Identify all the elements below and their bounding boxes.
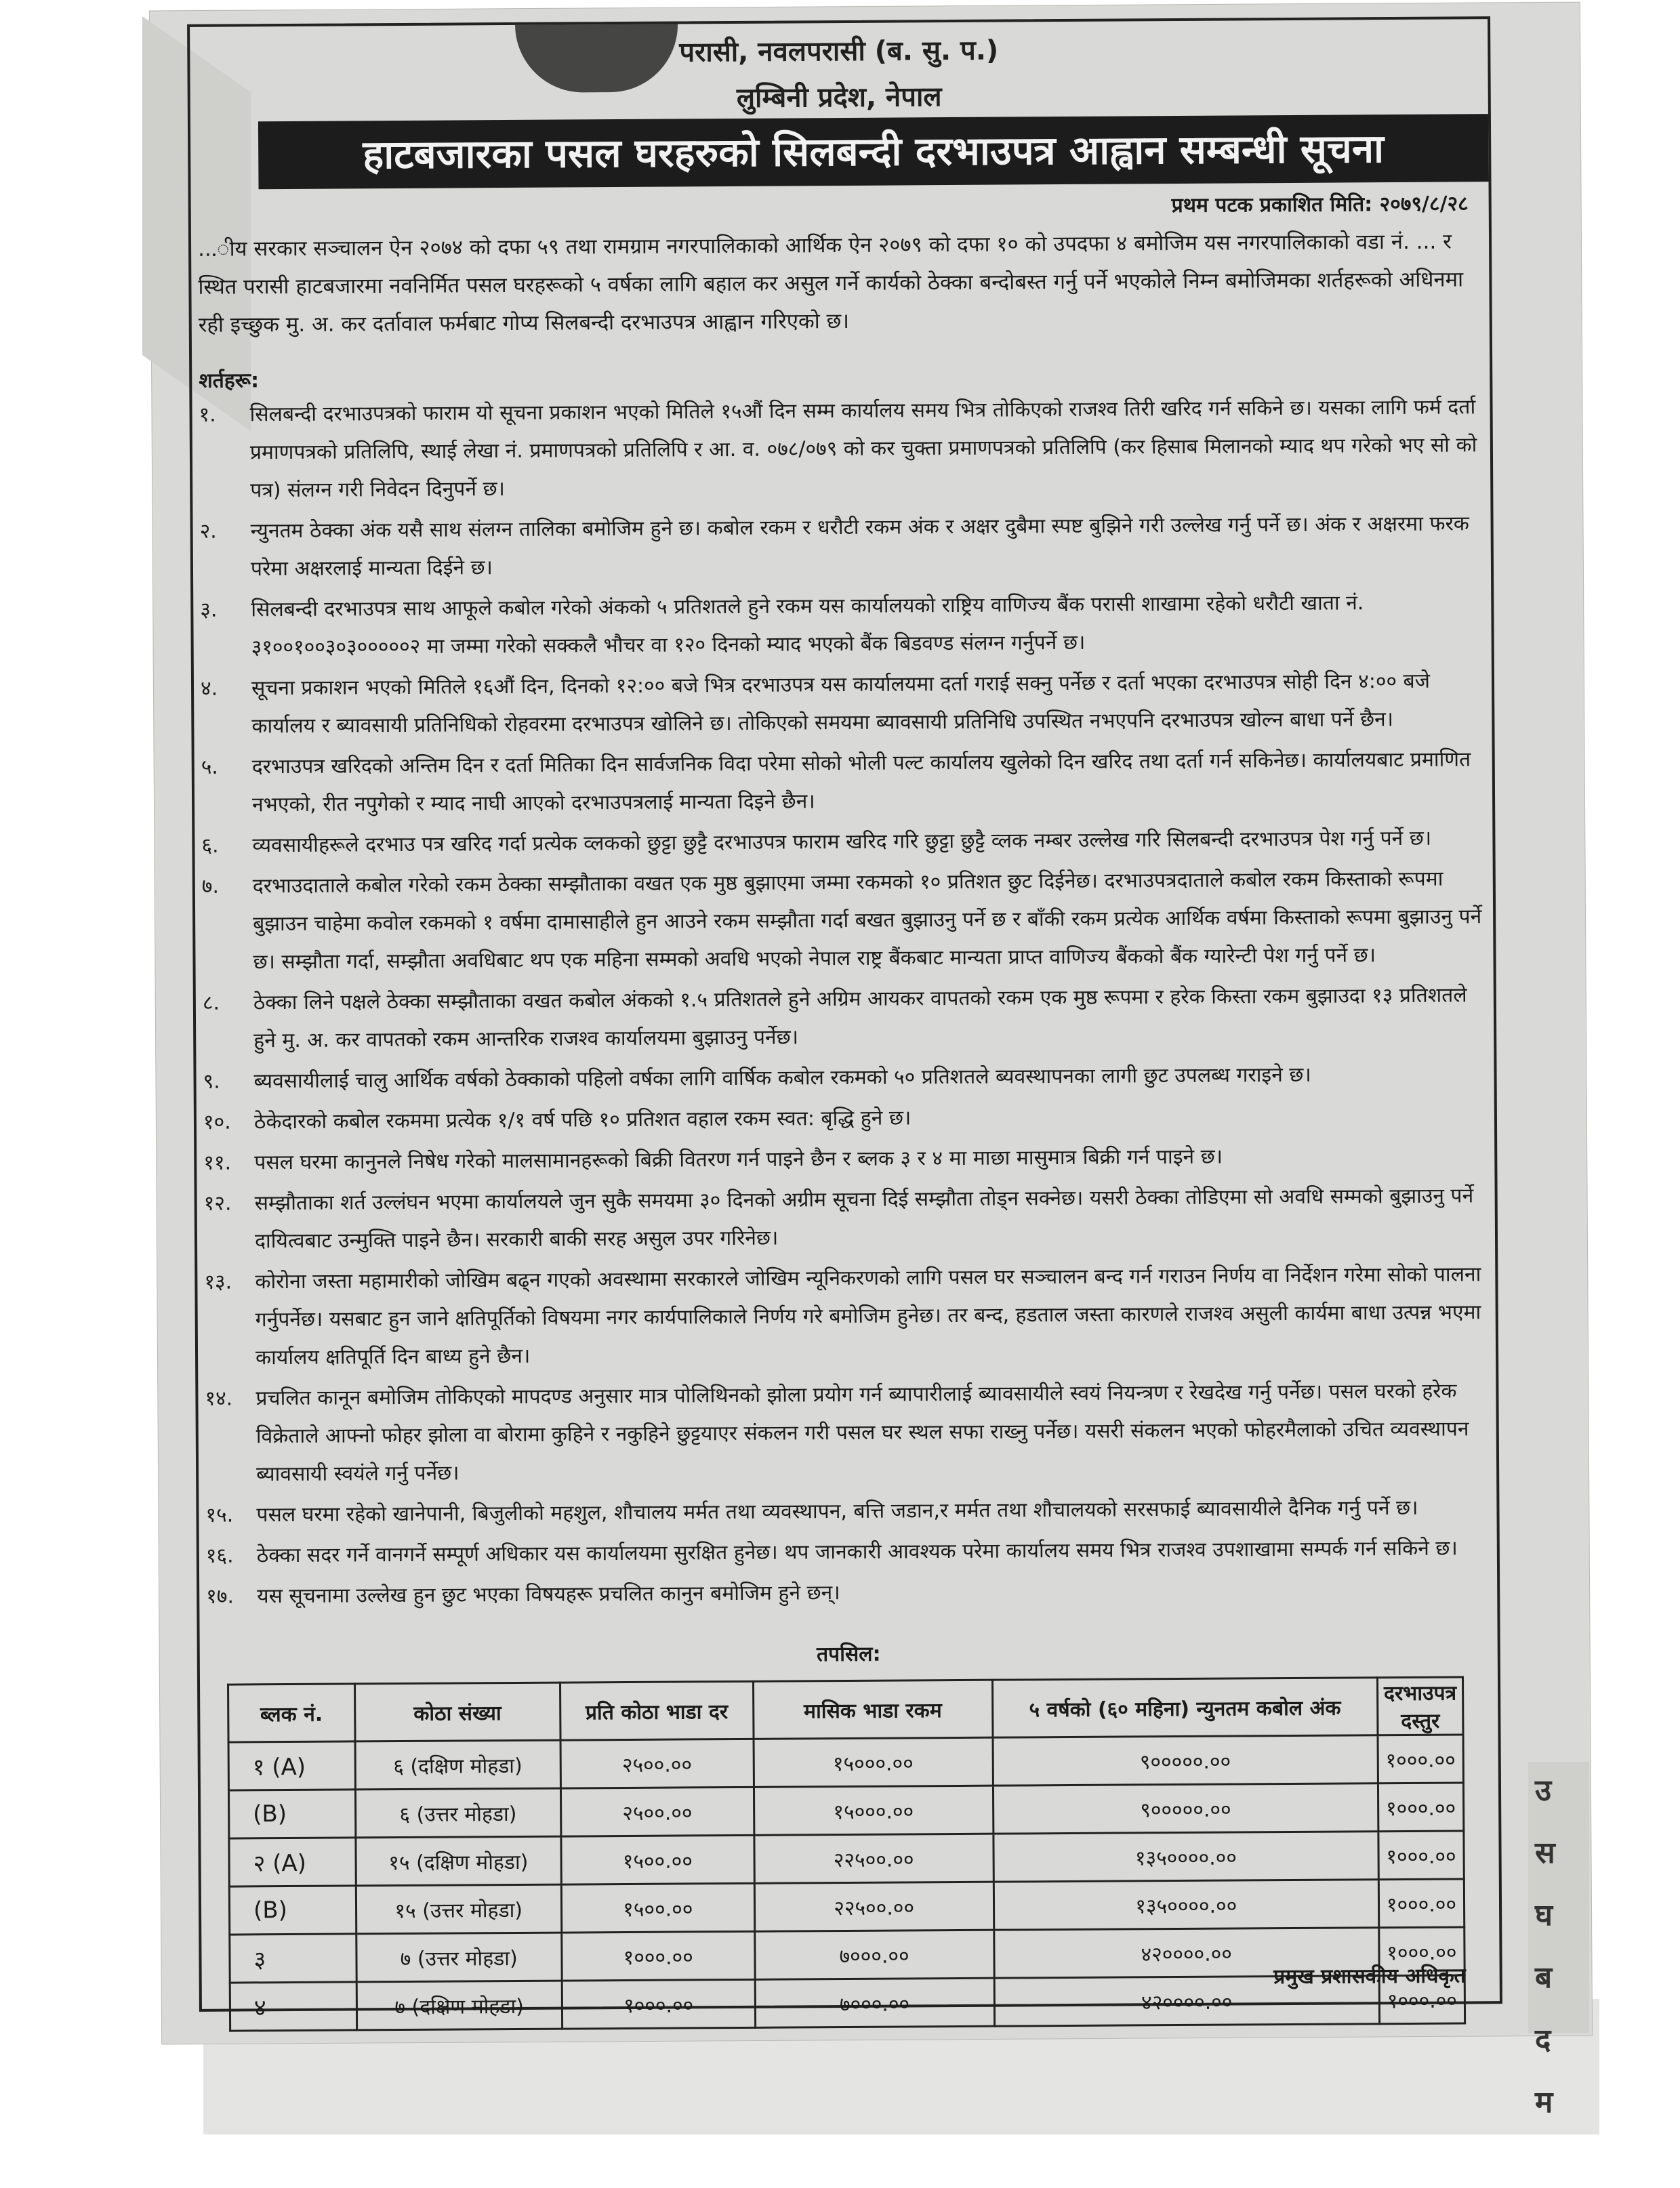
- condition-item: [205, 1489, 1486, 1535]
- table-cell: २२५००.००: [754, 1834, 993, 1883]
- table-cell: १५ (दक्षिण मोहडा): [355, 1836, 561, 1886]
- condition-text: ठेक्का लिने पक्षले ठेक्का सम्झौताका वखत कबोल अंकको १.५ प्रतिशतले हुने अग्रिम आयकर वापतको रकम एक मुष्ठ रूपमा र हरेक किस्ता रकम बुझाउदा १३ प्रतिशतले हुने मु. अ. कर वापतको रकम आन्तरिक राजश्व कार्यालयमा बुझाउनु पर्नेछ।: [253, 983, 1467, 1053]
- province-line: लुम्बिनी प्रदेश, नेपाल: [736, 81, 942, 114]
- edge-glyph: म: [1535, 2085, 1553, 2120]
- column-header: प्रति कोठा भाडा दर: [560, 1681, 753, 1740]
- table-cell: ७ (उत्तर मोहडा): [356, 1933, 562, 1982]
- condition-item: [201, 819, 1482, 865]
- notice-title-banner: हाटबजारका पसल घरहरुको सिलबन्दी दरभाउपत्र आह्वान सम्बन्धी सूचना: [258, 114, 1489, 189]
- condition-number: ४.: [200, 676, 218, 701]
- table-header-row: [228, 1677, 1463, 1742]
- schedule-title: तपसिल:: [816, 1642, 881, 1667]
- condition-text: पसल घरमा कानुनले निषेध गरेको मालसामानहरूको बिक्री वितरण गर्न पाइने छैन र ब्लक ३ र ४ मा माछा मासुमात्र बिक्री गर्न पाइने छ।: [254, 1144, 1223, 1175]
- table-cell: १०००.००: [1379, 1927, 1465, 1976]
- condition-number: १७.: [206, 1584, 234, 1609]
- condition-text: दरभाउपत्र खरिदको अन्तिम दिन र दर्ता मितिका दिन सार्वजनिक विदा परेमा सोको भोली पल्ट कार्यालय खुलेको दिन खरिद तथा दर्ता गर्न सकिनेछ। कार्यालयबाट प्रमाणित नभएको, रीत नपुगेको र म्याद नाघी आएको दरभाउपत्रलाई मान्यता दिइने छैन।: [251, 747, 1471, 817]
- table-row: [229, 1879, 1464, 1935]
- condition-number: ६.: [201, 833, 219, 858]
- table-cell: ४: [230, 1982, 356, 2031]
- condition-text: सम्झौताका शर्त उल्लंघन भएमा कार्यालयले जुन सुकै समयमा ३० दिनको अग्रीम सूचना दिई सम्झौता तोड्न सक्नेछ। यसरी ठेक्का तोडिएमा सो अवधि सम्मको बुझाउनु पर्ने दायित्वबाट उन्मुक्ति पाइने छैन। सरकारी बाकी सरह असुल उपर गरिनेछ।: [254, 1184, 1474, 1254]
- column-header: दरभाउपत्र दस्तुर: [1377, 1677, 1463, 1735]
- table-cell: १०००.००: [1378, 1879, 1464, 1928]
- edge-glyph: उ: [1535, 1773, 1552, 1808]
- condition-text: सिलबन्दी दरभाउपत्र साथ आफूले कबोल गरेको अंकको ५ प्रतिशतले हुने रकम यस कार्यालयको राष्ट्रिय वाणिज्य बैंक परासी शाखामा रहेको धरौटी खाता नं. ३१००१००३०३०००००२ मा जम्मा गरेको सक्कलै भौचर वा १२० दिनको म्याद भएको बैंक बिडवण्ड संलग्न गर्नुपर्ने छ।: [251, 591, 1364, 660]
- condition-number: १३.: [204, 1270, 232, 1294]
- table-cell: (B): [228, 1790, 355, 1838]
- table-cell: १०००.००: [1378, 1783, 1464, 1832]
- condition-item: [203, 1055, 1483, 1101]
- table-cell: १५०००.००: [754, 1737, 993, 1787]
- condition-number: १२.: [203, 1191, 232, 1216]
- table-cell: ४२००००.००: [994, 1976, 1380, 2026]
- condition-number: १.: [199, 402, 216, 427]
- column-header: ५ वर्षको (६० महिना) न्युनतम कबोल अंक: [992, 1678, 1378, 1737]
- table-cell: १५ (उत्तर मोहडा): [356, 1884, 562, 1934]
- table-cell: ३: [230, 1934, 356, 1983]
- condition-number: ७.: [201, 874, 220, 899]
- table-cell: ७०००.००: [754, 1930, 994, 1979]
- table-cell: (B): [229, 1886, 356, 1935]
- table-cell: २२५००.००: [754, 1882, 994, 1931]
- condition-number: १०.: [203, 1110, 231, 1134]
- column-header: मासिक भाडा रकम: [753, 1680, 993, 1739]
- table-cell: ६ (दक्षिण मोहडा): [355, 1740, 561, 1790]
- condition-number: ९.: [203, 1069, 220, 1094]
- condition-text: ठेकेदारको कबोल रकममा प्रत्येक १/१ वर्ष पछि १० प्रतिशत वहाल रकम स्वत: बृद्धि हुने छ।: [253, 1106, 911, 1134]
- table-cell: ९०००००.००: [993, 1735, 1378, 1786]
- table-row: [229, 1831, 1464, 1886]
- table-cell: २५००.००: [560, 1739, 754, 1788]
- condition-number: ५.: [201, 755, 219, 779]
- condition-item: [206, 1529, 1487, 1575]
- table-cell: १०००.००: [1379, 1975, 1465, 2024]
- condition-number: १६.: [205, 1544, 234, 1568]
- adjacent-column-edge: [1528, 1762, 1589, 2120]
- condition-text: प्रचलित कानून बमोजिम तोकिएको मापदण्ड अनुसार मात्र पोलिथिनको झोला प्रयोग गर्न ब्यापारीलाई ब्यावसायीले स्वयं नियन्त्रण र रेखदेख गर्नु पर्नेछ। पसल घरको हरेक विक्रेताले आफ्नो फोहर झोला वा बोरामा कुहिने र नकुहिने छुट्टयाएर संकलन गरी पसल घर स्थल सफा राख्नु पर्नेछ। यसरी संकलन भएको फोहरमैलाको उचित व्यवस्थापन ब्यावसायी स्वयंले गर्नु पर्नेछ।: [255, 1379, 1469, 1487]
- condition-item: [201, 662, 1482, 746]
- table-cell: १३५००००.००: [993, 1880, 1379, 1930]
- table-cell: १५०००.००: [754, 1786, 993, 1835]
- condition-number: ८.: [202, 991, 220, 1015]
- table-cell: १५००.००: [561, 1835, 754, 1884]
- condition-item: [203, 1136, 1484, 1182]
- table-cell: ४२००००.००: [993, 1928, 1379, 1978]
- condition-item: [201, 741, 1483, 825]
- condition-text: यस सूचनामा उल्लेख हुन छुट भएका विषयहरू प्रचलित कानुन बमोजिम हुने छन्।: [257, 1581, 840, 1609]
- condition-number: ३.: [200, 598, 218, 622]
- table-row: [228, 1735, 1463, 1790]
- condition-text: न्युनतम ठेक्का अंक यसै साथ संलग्न तालिका बमोजिम हुने छ। कबोल रकम र धरौटी रकम अंक र अक्षर दुबैमा स्पष्ट बुझिने गरी उल्लेख गर्नु पर्ने छ। अंक र अक्षरमा फरक परेमा अक्षरलाई मान्यता दिईने छ।: [250, 512, 1470, 581]
- edge-glyph: स: [1535, 1836, 1555, 1870]
- column-header: कोठा संख्या: [354, 1683, 560, 1741]
- edge-glyph: ब: [1535, 1960, 1553, 1995]
- condition-item: [204, 1177, 1486, 1261]
- condition-item: [202, 860, 1483, 982]
- condition-item: [199, 505, 1481, 589]
- condition-text: सिलबन्दी दरभाउपत्रको फाराम यो सूचना प्रकाशन भएको मितिले १५औं दिन सम्म कार्यालय समय भित्र तोकिएको राजश्व तिरी खरिद गर्न सकिने छ। यसका लागि फर्म दर्ता प्रमाणपत्रको प्रतिलिपि, स्थाई लेखा नं. प्रमाणपत्रको प्रतिलिपि र आ. व. ०७८/०७९ को कर चुक्ता प्रमाणपत्रको प्रतिलिपि (कर हिसाब मिलानको म्याद थप गरेको भए सो को पत्र) संलग्न गरी निवेदन दिनुपर्ने छ।: [249, 395, 1477, 503]
- condition-item: [203, 1096, 1484, 1142]
- table-cell: ७०००.००: [755, 1978, 995, 2027]
- condition-text: दरभाउदाताले कबोल गरेको रकम ठेक्का सम्झौताका वखत एक मुष्ठ बुझाएमा जम्मा रकमको १० प्रतिशत छुट दिईनेछ। दरभाउपत्रदाताले कबोल रकम किस्ताको रूपमा बुझाउन चाहेमा कवोल रकमको १ वर्षमा दामासाहीले हुन आउने रकम सम्झौता गर्दा बखत बुझाउनु पर्ने छ र बाँकी रकम प्रत्येक आर्थिक वर्षमा किस्ताको रूपमा बुझाउनु पर्ने छ। सम्झौता गर्दा, सम्झौता अवधिबाट थप एक महिना सम्मको अवधि भएको नेपाल राष्ट्र बैंकबाट मान्यता प्राप्त वाणिज्य बैंकको बैंक ग्यारेन्टी पेश गर्नु पर्ने छ।: [252, 867, 1482, 974]
- table-cell: १ (A): [228, 1741, 355, 1790]
- condition-number: १४.: [205, 1386, 233, 1411]
- intro-paragraph: ...ीय सरकार सञ्चालन ऐन २०७४ को दफा ५९ तथा रामग्राम नगरपालिकाको आर्थिक ऐन २०७९ को दफा १० को उपदफा ४ बमोजिम यस नगरपालिकाको वडा नं. ... र स्थित परासी हाटबजारमा नवनिर्मित पसल घरहरूको ५ वर्षका लागि बहाल कर असुल गर्ने कार्यको ठेक्का बन्दोबस्त गर्नु पर्ने भएकोले निम्न बमोजिमका शर्तहरूको अधिनमा रही इच्छुक मु. अ. कर दर्तावाल फर्मबाट गोप्य सिलबन्दी दरभाउपत्र आह्वान गरिएको छ।: [197, 229, 1464, 337]
- condition-text: कोरोना जस्ता महामारीको जोखिम बढ्न गएको अवस्थामा सरकारले जोखिम न्यूनिकरणको लागि पसल घर सञ्चालन बन्द गर्न गराउन निर्णय वा निर्देशन गरेमा सोको पालना गर्नुपर्नेछ। यसबाट हुन जाने क्षतिपूर्तिको विषयमा नगर कार्यपालिकाले निर्णय गरे बमोजिम हुनेछ। तर बन्द, हडताल जस्ता कारणले राजश्व असुली कार्यमा बाधा उत्पन्न भएमा कार्यालय क्षतिपूर्ति दिन बाध्य हुने छैन।: [255, 1262, 1481, 1370]
- condition-item: [206, 1570, 1487, 1616]
- table-cell: १०००.००: [562, 1979, 755, 2029]
- condition-text: ठेक्का सदर गर्ने वानगर्ने सम्पूर्ण अधिकार यस कार्यालयमा सुरक्षित हुनेछ। थप जानकारी आवश्यक परेमा कार्यालय समय भित्र राजश्व उपशाखामा सम्पर्क गर्न सकिने छ।: [256, 1536, 1458, 1568]
- edge-glyph: द: [1535, 2023, 1551, 2057]
- signatory-title: प्रमुख प्रशासकीय अधिकृत: [1273, 1964, 1466, 1989]
- condition-item: [203, 976, 1484, 1060]
- condition-number: ११.: [203, 1151, 232, 1175]
- table-cell: १३५००००.००: [993, 1832, 1379, 1882]
- condition-text: सूचना प्रकाशन भएको मितिले १६औं दिन, दिनको १२:०० बजे भित्र दरभाउपत्र यस कार्यालयमा दर्ता गराई सक्नु पर्नेछ र दर्ता भएका दरभाउपत्र सोही दिन ४:०० बजे कार्यालय र ब्यावसायी प्रतिनिधिको रोहवरमा दरभाउपत्र खोलिने छ। तोकिएको समयमा ब्यावसायी प्रतिनिधि उपस्थित नभएपनि दरभाउपत्र खोल्न बाधा पर्ने छैन।: [251, 669, 1431, 739]
- table-cell: २ (A): [229, 1838, 356, 1886]
- condition-text: व्यवसायीहरूले दरभाउ पत्र खरिद गर्दा प्रत्येक व्लकको छुट्टा छुट्टै दरभाउपत्र फाराम खरिद गरि छुट्टा छुट्टै व्लक नम्बर उल्लेख गरि सिलबन्दी दरभाउपत्र पेश गर्नु पर्ने छ।: [252, 826, 1432, 858]
- conditions-heading: शर्तहरू:: [199, 369, 260, 393]
- column-header: ब्लक नं.: [228, 1684, 355, 1742]
- condition-number: २.: [199, 519, 217, 543]
- table-cell: १५००.००: [561, 1883, 754, 1933]
- notice-frame: [187, 16, 1502, 2022]
- table-cell: १०००.००: [1378, 1735, 1464, 1783]
- conditions-list: [199, 388, 1487, 1619]
- edge-glyph: घ: [1535, 1898, 1553, 1933]
- table-cell: ७ (दक्षिण मोहडा): [356, 1981, 562, 2030]
- table-cell: २५००.००: [560, 1787, 754, 1836]
- condition-item: [199, 388, 1480, 510]
- table-cell: १०००.००: [562, 1931, 755, 1981]
- table-cell: ६ (उत्तर मोहडा): [355, 1788, 561, 1838]
- table-cell: ९०००००.००: [993, 1783, 1378, 1834]
- condition-item: [204, 1256, 1486, 1378]
- publication-date: प्रथम पटक प्रकाशित मिति: २०७९/८/२८: [1171, 192, 1469, 218]
- condition-number: १५.: [205, 1503, 234, 1527]
- table-cell: १०००.००: [1378, 1831, 1464, 1880]
- condition-text: ब्यवसायीलाई चालु आर्थिक वर्षको ठेक्काको पहिलो वर्षका लागि वार्षिक कबोल रकमको ५० प्रतिशतले ब्यवस्थापनका लागी छुट उपलब्ध गराइने छ।: [253, 1062, 1311, 1094]
- table-row: [228, 1783, 1463, 1838]
- condition-item: [200, 583, 1481, 667]
- municipality-address: परासी, नवलपरासी (ब. सु. प.): [679, 35, 999, 68]
- condition-text: पसल घरमा रहेको खानेपानी, बिजुलीको महशुल, शौचालय मर्मत तथा व्यवस्थापन, बत्ति जडान,र मर्मत तथा शौचालयको सरसफाई ब्यावसायीले दैनिक गर्नु पर्ने छ।: [256, 1495, 1418, 1527]
- condition-item: [205, 1372, 1486, 1494]
